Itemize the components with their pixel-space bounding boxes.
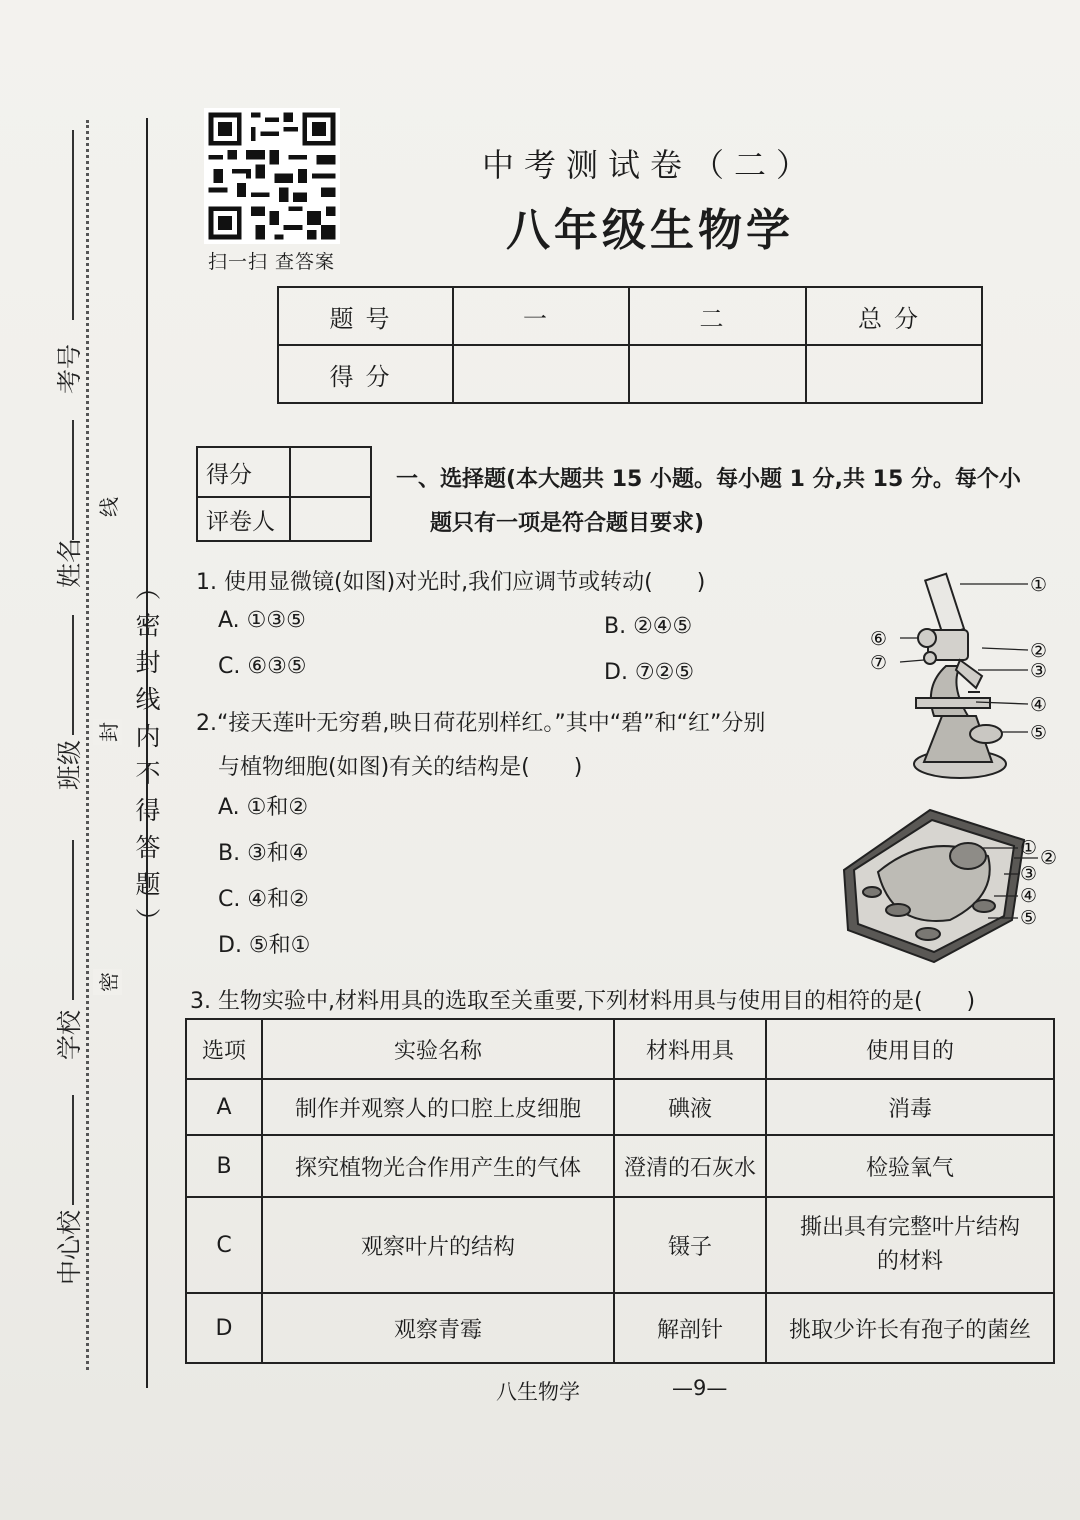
cell-label-2: ② — [1040, 847, 1058, 869]
field-name-label: 姓名 — [55, 537, 84, 588]
mic-label-5: ⑤ — [1030, 722, 1048, 744]
footer-page-number: —9— — [672, 1376, 728, 1400]
field-school-label: 学校 — [55, 1009, 84, 1060]
exp-cell-opt: B — [186, 1135, 262, 1197]
seal-mark-secret: 密 — [93, 969, 122, 995]
experiment-table — [185, 1018, 1055, 1364]
field-center-line — [72, 1095, 74, 1205]
q1-stem: 1. 使用显微镜(如图)对光时,我们应调节或转动( ) — [196, 570, 706, 595]
cell-label-3: ③ — [1020, 863, 1038, 885]
grader-box — [196, 446, 372, 542]
cell-label-5: ⑤ — [1020, 907, 1038, 929]
mic-label-6: ⑥ — [870, 628, 888, 650]
score-header-part2: 二 — [629, 287, 806, 345]
exp-cell-opt: D — [186, 1293, 262, 1363]
exp-cell-opt: A — [186, 1079, 262, 1135]
q3-stem: 3. 生物实验中,材料用具的选取至关重要,下列材料用具与使用目的相符的是( ) — [190, 989, 976, 1014]
q2-option-d[interactable]: D. ⑤和① — [218, 933, 311, 958]
qr-caption: 扫一扫 查答案 — [208, 251, 336, 273]
seal-mark-line: 线 — [93, 494, 122, 520]
q2-option-b[interactable]: B. ③和④ — [218, 841, 309, 866]
exp-row-a[interactable] — [186, 1079, 1054, 1135]
exp-cell-tool: 澄清的石灰水 — [614, 1135, 766, 1197]
mic-label-1: ① — [1030, 574, 1048, 596]
score-header-question: 题号 — [278, 287, 453, 345]
field-class-line — [72, 615, 74, 735]
field-exam-no-label: 考号 — [55, 343, 84, 394]
section1-line1: 一、选择题(本大题共 15 小题。每小题 1 分,共 15 分。每个小 — [396, 467, 1021, 492]
exp-cell-name: 观察青霉 — [262, 1293, 614, 1363]
exam-title: 八年级生物学 — [506, 205, 794, 256]
q2-option-c[interactable]: C. ④和② — [218, 887, 309, 912]
exp-row-d[interactable] — [186, 1293, 1054, 1363]
mic-label-3: ③ — [1030, 660, 1048, 682]
seal-mark-seal: 封 — [93, 719, 122, 745]
exp-cell-purpose: 撕出具有完整叶片结构的材料 — [766, 1197, 1054, 1293]
q2-stem-line2: 与植物细胞(如图)有关的结构是( ) — [218, 755, 583, 780]
score-cell-part2[interactable] — [629, 345, 806, 403]
exp-header-purpose: 使用目的 — [766, 1019, 1054, 1079]
exp-cell-purpose: 消毒 — [766, 1079, 1054, 1135]
score-header-total: 总分 — [806, 287, 982, 345]
grader-score-label: 得分 — [197, 447, 290, 497]
mic-label-7: ⑦ — [870, 652, 888, 674]
cell-label-1: ① — [1020, 837, 1038, 859]
microscope-figure — [864, 566, 1060, 786]
score-table — [277, 286, 983, 404]
grader-name-cell[interactable] — [290, 497, 371, 541]
exp-row-b[interactable] — [186, 1135, 1054, 1197]
section1-line2: 题只有一项是符合题目要求) — [430, 511, 705, 536]
exp-header-option: 选项 — [186, 1019, 262, 1079]
grader-name-label: 评卷人 — [197, 497, 290, 541]
mic-label-4: ④ — [1030, 694, 1048, 716]
exp-header-tool: 材料用具 — [614, 1019, 766, 1079]
cell-label-4: ④ — [1020, 885, 1038, 907]
field-school-line — [72, 840, 74, 1000]
exam-subtitle: 中考测试卷（二） — [481, 146, 818, 184]
score-cell-total[interactable] — [806, 345, 982, 403]
seal-notice: （密封线内不得答题） — [132, 575, 161, 945]
footer-subject: 八生物学 — [496, 1380, 580, 1404]
exp-cell-opt: C — [186, 1197, 262, 1293]
section1-heading — [396, 458, 1046, 546]
exp-row-c[interactable] — [186, 1197, 1054, 1293]
q1-option-b[interactable]: B. ②④⑤ — [604, 614, 693, 639]
exp-cell-purpose: 检验氧气 — [766, 1135, 1054, 1197]
qr-code-icon[interactable] — [204, 108, 340, 244]
mic-label-2: ② — [1030, 640, 1048, 662]
exp-cell-purpose: 挑取少许长有孢子的菌丝 — [766, 1293, 1054, 1363]
seal-dotted-line — [86, 120, 89, 1370]
score-cell-part1[interactable] — [453, 345, 629, 403]
q1-option-d[interactable]: D. ⑦②⑤ — [604, 660, 695, 685]
exp-cell-tool: 解剖针 — [614, 1293, 766, 1363]
exp-header-name: 实验名称 — [262, 1019, 614, 1079]
field-name-line — [72, 420, 74, 540]
score-row-label: 得分 — [278, 345, 453, 403]
field-center-label: 中心校 — [55, 1209, 84, 1285]
q2-option-a[interactable]: A. ①和② — [218, 795, 309, 820]
exp-cell-name: 观察叶片的结构 — [262, 1197, 614, 1293]
exp-cell-name: 探究植物光合作用产生的气体 — [262, 1135, 614, 1197]
q2-stem-line1: 2.“接天莲叶无穷碧,映日荷花别样红。”其中“碧”和“红”分别 — [196, 711, 766, 736]
exp-cell-tool: 镊子 — [614, 1197, 766, 1293]
field-exam-no-line — [72, 130, 74, 320]
plant-cell-figure — [838, 800, 1060, 968]
score-header-part1: 一 — [453, 287, 629, 345]
exp-cell-name: 制作并观察人的口腔上皮细胞 — [262, 1079, 614, 1135]
field-class-label: 班级 — [55, 739, 84, 790]
grader-score-cell[interactable] — [290, 447, 371, 497]
q1-option-a[interactable]: A. ①③⑤ — [218, 608, 306, 633]
exp-cell-tool: 碘液 — [614, 1079, 766, 1135]
q1-option-c[interactable]: C. ⑥③⑤ — [218, 654, 307, 679]
